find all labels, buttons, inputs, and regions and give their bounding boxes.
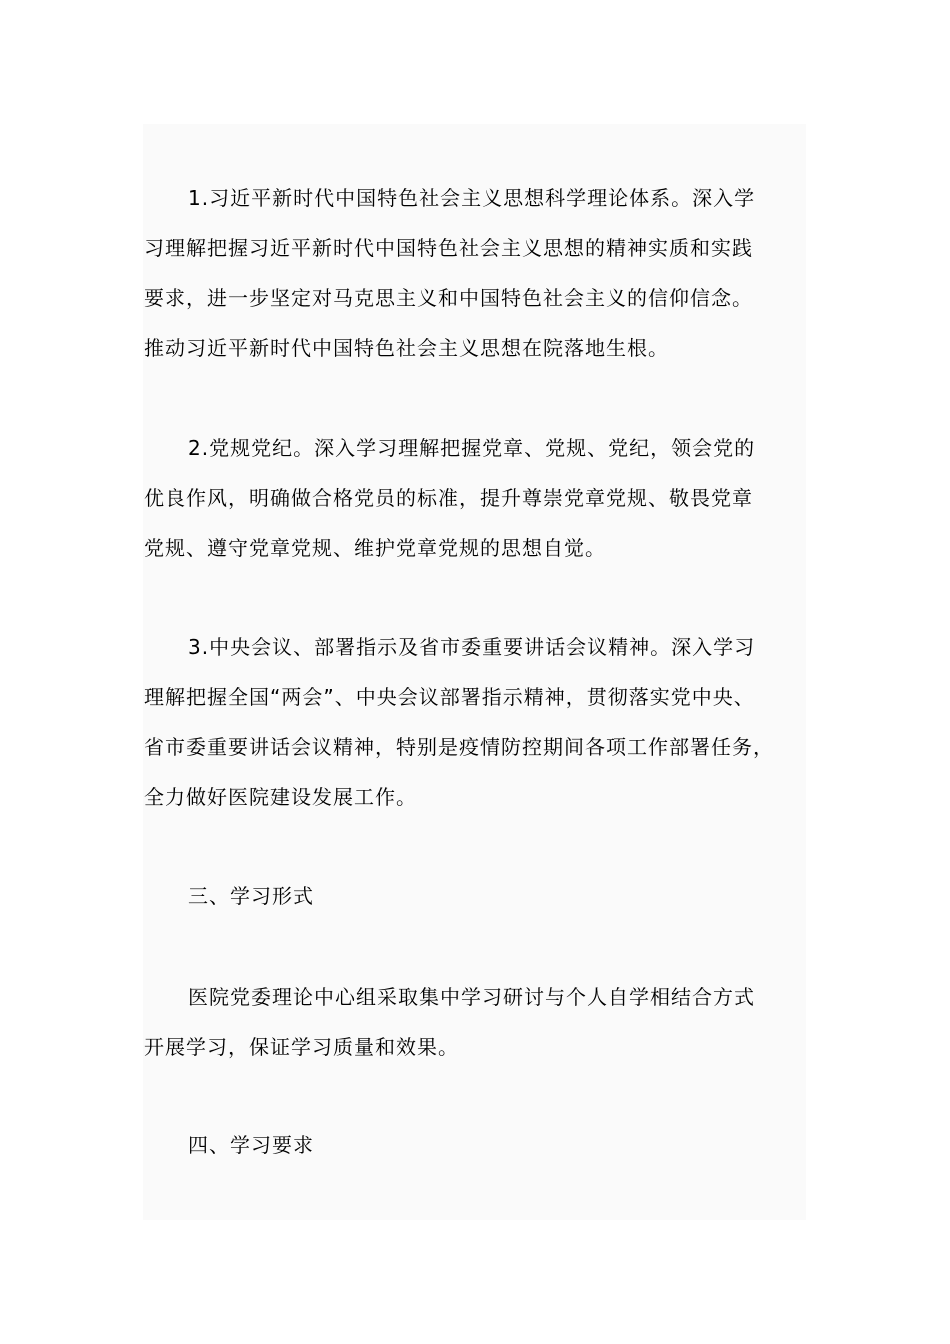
text-line: 3.中央会议、部署指示及省市委重要讲话会议精神。深入学习 [188,635,756,659]
text-line: 推动习近平新时代中国特色社会主义思想在院落地生根。 [144,336,669,360]
heading-text: 三、学习形式 [188,884,314,908]
text-line: 开展学习，保证学习质量和效果。 [144,1035,459,1059]
text-line: 2.党规党纪。深入学习理解把握党章、党规、党纪，领会党的 [188,436,756,460]
text-line: 优良作风，明确做合格党员的标准，提升尊崇党章党规、敬畏党章 [144,486,753,510]
section-heading-study-requirements [144,1120,794,1170]
heading-text: 四、学习要求 [188,1133,314,1157]
text-line: 理解把握全国“两会”、中央会议部署指示精神，贯彻落实党中央、 [144,685,755,709]
text-line: 省市委重要讲话会议精神，特别是疫情防控期间各项工作部署任务， [144,735,774,759]
paragraph-study-content-1 [144,173,794,373]
text-line: 党规、遵守党章党规、维护党章党规的思想自觉。 [144,536,606,560]
section-heading-study-form [144,871,794,921]
text-line: 医院党委理论中心组采取集中学习研讨与个人自学相结合方式 [188,985,755,1009]
text-line: 1.习近平新时代中国特色社会主义思想科学理论体系。深入学 [188,186,756,210]
paragraph-study-form [144,972,794,1072]
text-line: 习理解把握习近平新时代中国特色社会主义思想的精神实质和实践 [144,236,753,260]
text-line: 要求，进一步坚定对马克思主义和中国特色社会主义的信仰信念。 [144,286,753,310]
paragraph-study-content-2 [144,423,794,573]
paragraph-study-content-3 [144,622,794,822]
text-line: 全力做好医院建设发展工作。 [144,785,417,809]
